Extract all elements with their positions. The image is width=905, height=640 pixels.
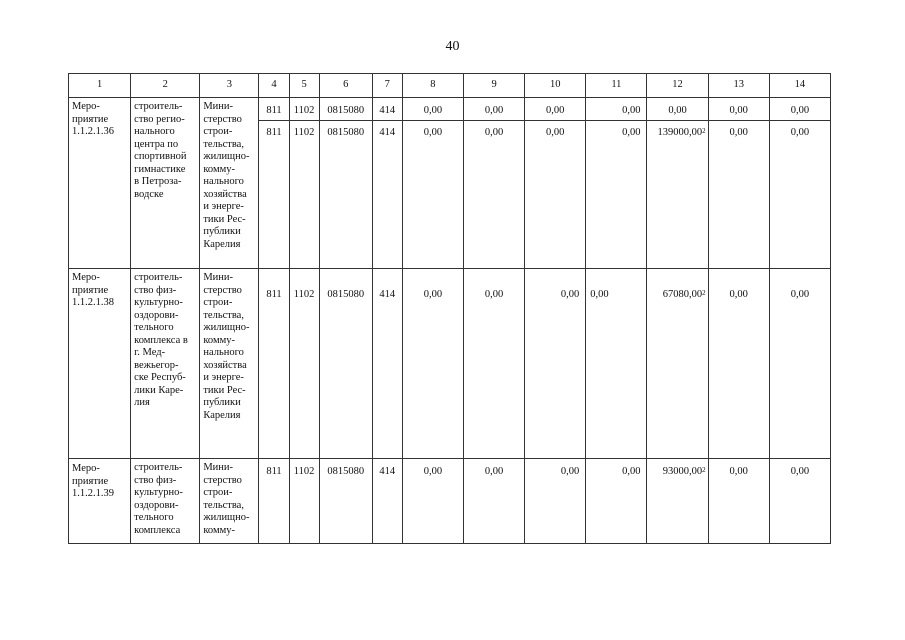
cell-value: 0,00 [769, 121, 830, 269]
column-header: 11 [586, 74, 647, 98]
column-header: 1 [69, 74, 131, 98]
executor-cell: Мини- стерство строи- тельства, жилищно- комму- нального хозяйства и энерге- тики Рес- публики Карелия [200, 269, 259, 459]
footnote-mark: 2 [702, 289, 706, 297]
cell-value: 0,00 [586, 269, 647, 459]
cell-value: 0,00 [525, 121, 586, 269]
executor-cell: Мини- стерство строи- тельства, жилищно- комму- нального хозяйства и энерге- тики Рес- публики Карелия [200, 98, 259, 269]
cell-value: 0,00 [402, 98, 463, 121]
column-header: 7 [372, 74, 402, 98]
cell-value: 0,00 [708, 121, 769, 269]
table-row [69, 269, 831, 459]
column-header: 4 [259, 74, 289, 98]
cell-value-text: 67080,00 [662, 289, 703, 300]
cell-value [647, 459, 708, 544]
cell-value: 0,00 [769, 459, 830, 544]
cell-vr: 414 [372, 98, 402, 121]
column-header: 2 [131, 74, 200, 98]
column-header: 12 [647, 74, 708, 98]
cell-value: 0,00 [525, 98, 586, 121]
column-header: 3 [200, 74, 259, 98]
cell-vr: 414 [372, 121, 402, 269]
cell-grbs: 811 [259, 459, 289, 544]
table-row [69, 98, 831, 121]
cell-value: 0,00 [708, 459, 769, 544]
cell-value: 0,00 [402, 121, 463, 269]
cell-csr: 0815080 [319, 269, 372, 459]
cell-value: 0,00 [586, 459, 647, 544]
column-header: 9 [463, 74, 524, 98]
column-header: 10 [525, 74, 586, 98]
cell-csr: 0815080 [319, 121, 372, 269]
cell-rzpr: 1102 [289, 269, 319, 459]
cell-grbs: 811 [259, 121, 289, 269]
column-header: 6 [319, 74, 372, 98]
page-number: 40 [445, 39, 460, 54]
executor-cell: Мини- стерство строи- тельства, жилищно- комму- [200, 459, 259, 544]
cell-value: 0,00 [586, 98, 647, 121]
event-cell: Меро- приятие 1.1.2.1.38 [69, 269, 131, 459]
cell-value [647, 98, 708, 121]
cell-rzpr: 1102 [289, 98, 319, 121]
cell-value-text: 0,00 [668, 105, 687, 116]
cell-value: 0,00 [525, 269, 586, 459]
cell-value: 0,00 [463, 121, 524, 269]
name-cell: строитель- ство регио- нального центра по спортивной гимнастике в Петроза- водске [131, 98, 200, 269]
column-header: 5 [289, 74, 319, 98]
cell-value-text: 93000,00 [662, 466, 703, 477]
column-header: 14 [769, 74, 830, 98]
event-cell: Меро- приятие 1.1.2.1.36 [69, 98, 131, 269]
name-cell: строитель- ство физ- культурно- оздорови- тельного комплекса в г. Мед- вежьегор- ске Респуб- лики Каре- лия [131, 269, 200, 459]
column-header: 13 [708, 74, 769, 98]
cell-grbs: 811 [259, 269, 289, 459]
cell-csr: 0815080 [319, 98, 372, 121]
footnote-mark: 2 [702, 466, 706, 474]
cell-value: 0,00 [402, 459, 463, 544]
budget-table [68, 73, 831, 544]
header-row [69, 74, 831, 98]
cell-value [647, 121, 708, 269]
cell-vr: 414 [372, 459, 402, 544]
cell-rzpr: 1102 [289, 459, 319, 544]
cell-csr: 0815080 [319, 459, 372, 544]
cell-value: 0,00 [769, 98, 830, 121]
event-cell: Меро- приятие 1.1.2.1.39 [69, 459, 131, 544]
cell-value: 0,00 [463, 459, 524, 544]
footnote-mark: 2 [702, 127, 706, 135]
cell-value: 0,00 [586, 121, 647, 269]
cell-value-text: 139000,00 [657, 127, 703, 138]
cell-value [647, 269, 708, 459]
cell-value: 0,00 [708, 98, 769, 121]
column-header: 8 [402, 74, 463, 98]
cell-value: 0,00 [525, 459, 586, 544]
table-row [69, 459, 831, 544]
cell-value: 0,00 [708, 269, 769, 459]
name-cell: строитель- ство физ- культурно- оздорови- тельного комплекса [131, 459, 200, 544]
cell-grbs: 811 [259, 98, 289, 121]
cell-vr: 414 [372, 269, 402, 459]
cell-value: 0,00 [402, 269, 463, 459]
cell-value: 0,00 [769, 269, 830, 459]
cell-value: 0,00 [463, 269, 524, 459]
cell-rzpr: 1102 [289, 121, 319, 269]
cell-value: 0,00 [463, 98, 524, 121]
